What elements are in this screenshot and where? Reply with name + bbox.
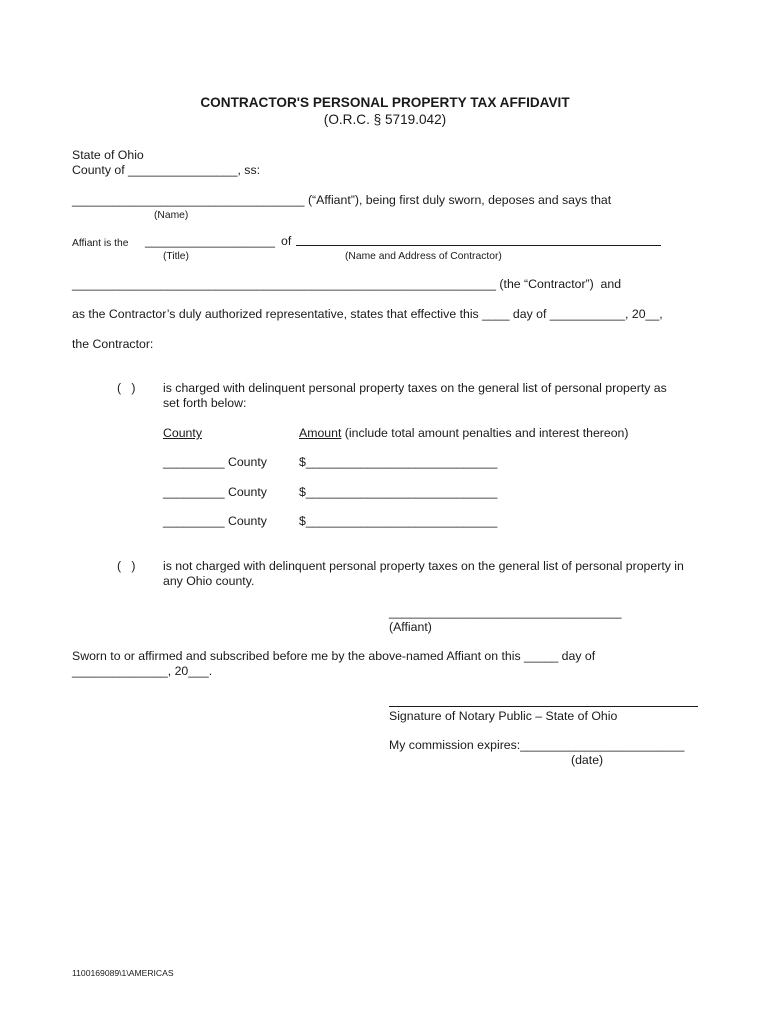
document-title: CONTRACTOR'S PERSONAL PROPERTY TAX AFFIDAVIT bbox=[200, 95, 570, 110]
venue-state: State of Ohio bbox=[72, 148, 144, 162]
sworn-line-2: ______________, 20___. bbox=[72, 664, 213, 678]
commission-expires: My commission expires:________________________ bbox=[389, 738, 685, 752]
document-footer-id: 1100169089\1\AMERICAS bbox=[72, 968, 174, 978]
charged-text-line-2: set forth below: bbox=[163, 396, 247, 410]
table-row-county: _________ County bbox=[163, 514, 267, 528]
sworn-line-1: Sworn to or affirmed and subscribed before me by the above-named Affiant on this _____ day of bbox=[72, 649, 596, 663]
not-charged-text-line-2: any Ohio county. bbox=[163, 574, 255, 588]
affiant-is-label: Affiant is the bbox=[72, 238, 129, 249]
affiant-signature-caption: (Affiant) bbox=[389, 620, 432, 634]
amount-header-label: Amount bbox=[299, 426, 342, 440]
notary-signature-caption: Signature of Notary Public – State of Ohio bbox=[389, 709, 618, 723]
not-charged-checkbox[interactable]: ( ) bbox=[117, 559, 136, 573]
county-column-header: County bbox=[163, 426, 202, 440]
table-row-amount: $____________________________ bbox=[299, 485, 498, 499]
contractor-caption: (Name and Address of Contractor) bbox=[345, 251, 502, 262]
contractor-line: ______________________________________________________________ (the “Contractor”) and bbox=[72, 277, 622, 291]
notary-signature-line bbox=[389, 706, 698, 707]
amount-column-header bbox=[299, 426, 629, 441]
venue-county: County of ________________, ss: bbox=[72, 163, 261, 177]
table-row-county: _________ County bbox=[163, 485, 267, 499]
charged-text-line-1: is charged with delinquent personal property taxes on the general list of personal property as bbox=[163, 381, 667, 395]
table-row-county: _________ County bbox=[163, 455, 267, 469]
document-subtitle: (O.R.C. § 5719.042) bbox=[323, 112, 447, 127]
affiant-name-caption: (Name) bbox=[154, 210, 189, 221]
amount-header-note: (include total amount penalties and interest thereon) bbox=[341, 426, 629, 440]
of-label: of bbox=[281, 234, 292, 248]
table-row-amount: $____________________________ bbox=[299, 514, 498, 528]
contractor-label: the Contractor: bbox=[72, 337, 154, 351]
affiant-signature-line: __________________________________ bbox=[389, 605, 622, 619]
affiant-name-line: __________________________________ (“Affiant”), being first duly sworn, deposes and says that bbox=[72, 193, 612, 207]
charged-checkbox[interactable]: ( ) bbox=[117, 381, 136, 395]
representative-line: as the Contractor’s duly authorized representative, states that effective this ____ day of ___________, 20__, bbox=[72, 307, 663, 321]
not-charged-text-line-1: is not charged with delinquent personal property taxes on the general list of personal property in bbox=[163, 559, 684, 573]
date-caption: (date) bbox=[571, 753, 604, 767]
affiant-title-blank: ___________________ bbox=[145, 234, 275, 248]
table-row-amount: $____________________________ bbox=[299, 455, 498, 469]
contractor-name-address-line bbox=[296, 245, 661, 246]
affiant-title-caption: (Title) bbox=[163, 251, 189, 262]
